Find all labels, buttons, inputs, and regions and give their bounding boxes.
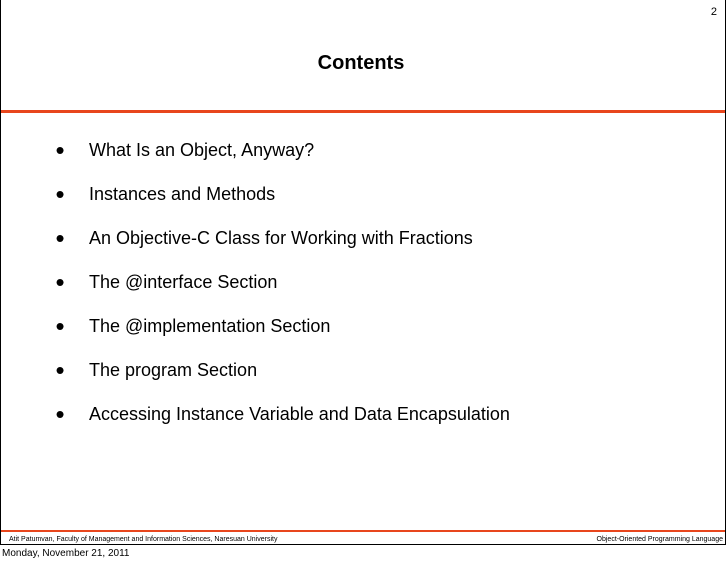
slide-title — [1, 52, 725, 75]
footer-divider — [1, 530, 725, 532]
bullet-icon: • — [55, 134, 65, 165]
list-item-text: The program Section — [89, 359, 258, 380]
list-item — [1, 348, 510, 392]
bullet-icon: • — [55, 310, 65, 341]
footer-author: Atit Patumvan, Faculty of Management and Information Sciences, Naresuan University — [9, 536, 278, 543]
list-item-text: Instances and Methods — [89, 183, 276, 204]
list-item-text: The @implementation Section — [89, 315, 331, 336]
title-divider — [1, 110, 725, 113]
list-item — [1, 172, 510, 216]
list-item-text: The @interface Section — [89, 271, 278, 292]
bullet-icon: • — [55, 266, 65, 297]
list-item-text: Accessing Instance Variable and Data Encapsulation — [89, 403, 510, 424]
list-item-text: An Objective-C Class for Working with Fractions — [89, 227, 473, 248]
contents-list — [1, 128, 510, 436]
list-item-text: What Is an Object, Anyway? — [89, 139, 315, 160]
list-item — [1, 216, 510, 260]
bullet-icon: • — [55, 222, 65, 253]
list-item — [1, 260, 510, 304]
list-item — [1, 392, 510, 436]
page-number: 2 — [710, 6, 717, 18]
date-stamp: Monday, November 21, 2011 — [2, 548, 130, 559]
list-item — [1, 128, 510, 172]
bullet-icon: • — [55, 178, 65, 209]
footer-course: Object-Oriented Programming Language — [596, 536, 723, 543]
bullet-icon: • — [55, 354, 65, 385]
list-item — [1, 304, 510, 348]
bullet-icon: • — [55, 398, 65, 429]
slide-title-text: Contents — [317, 52, 405, 74]
